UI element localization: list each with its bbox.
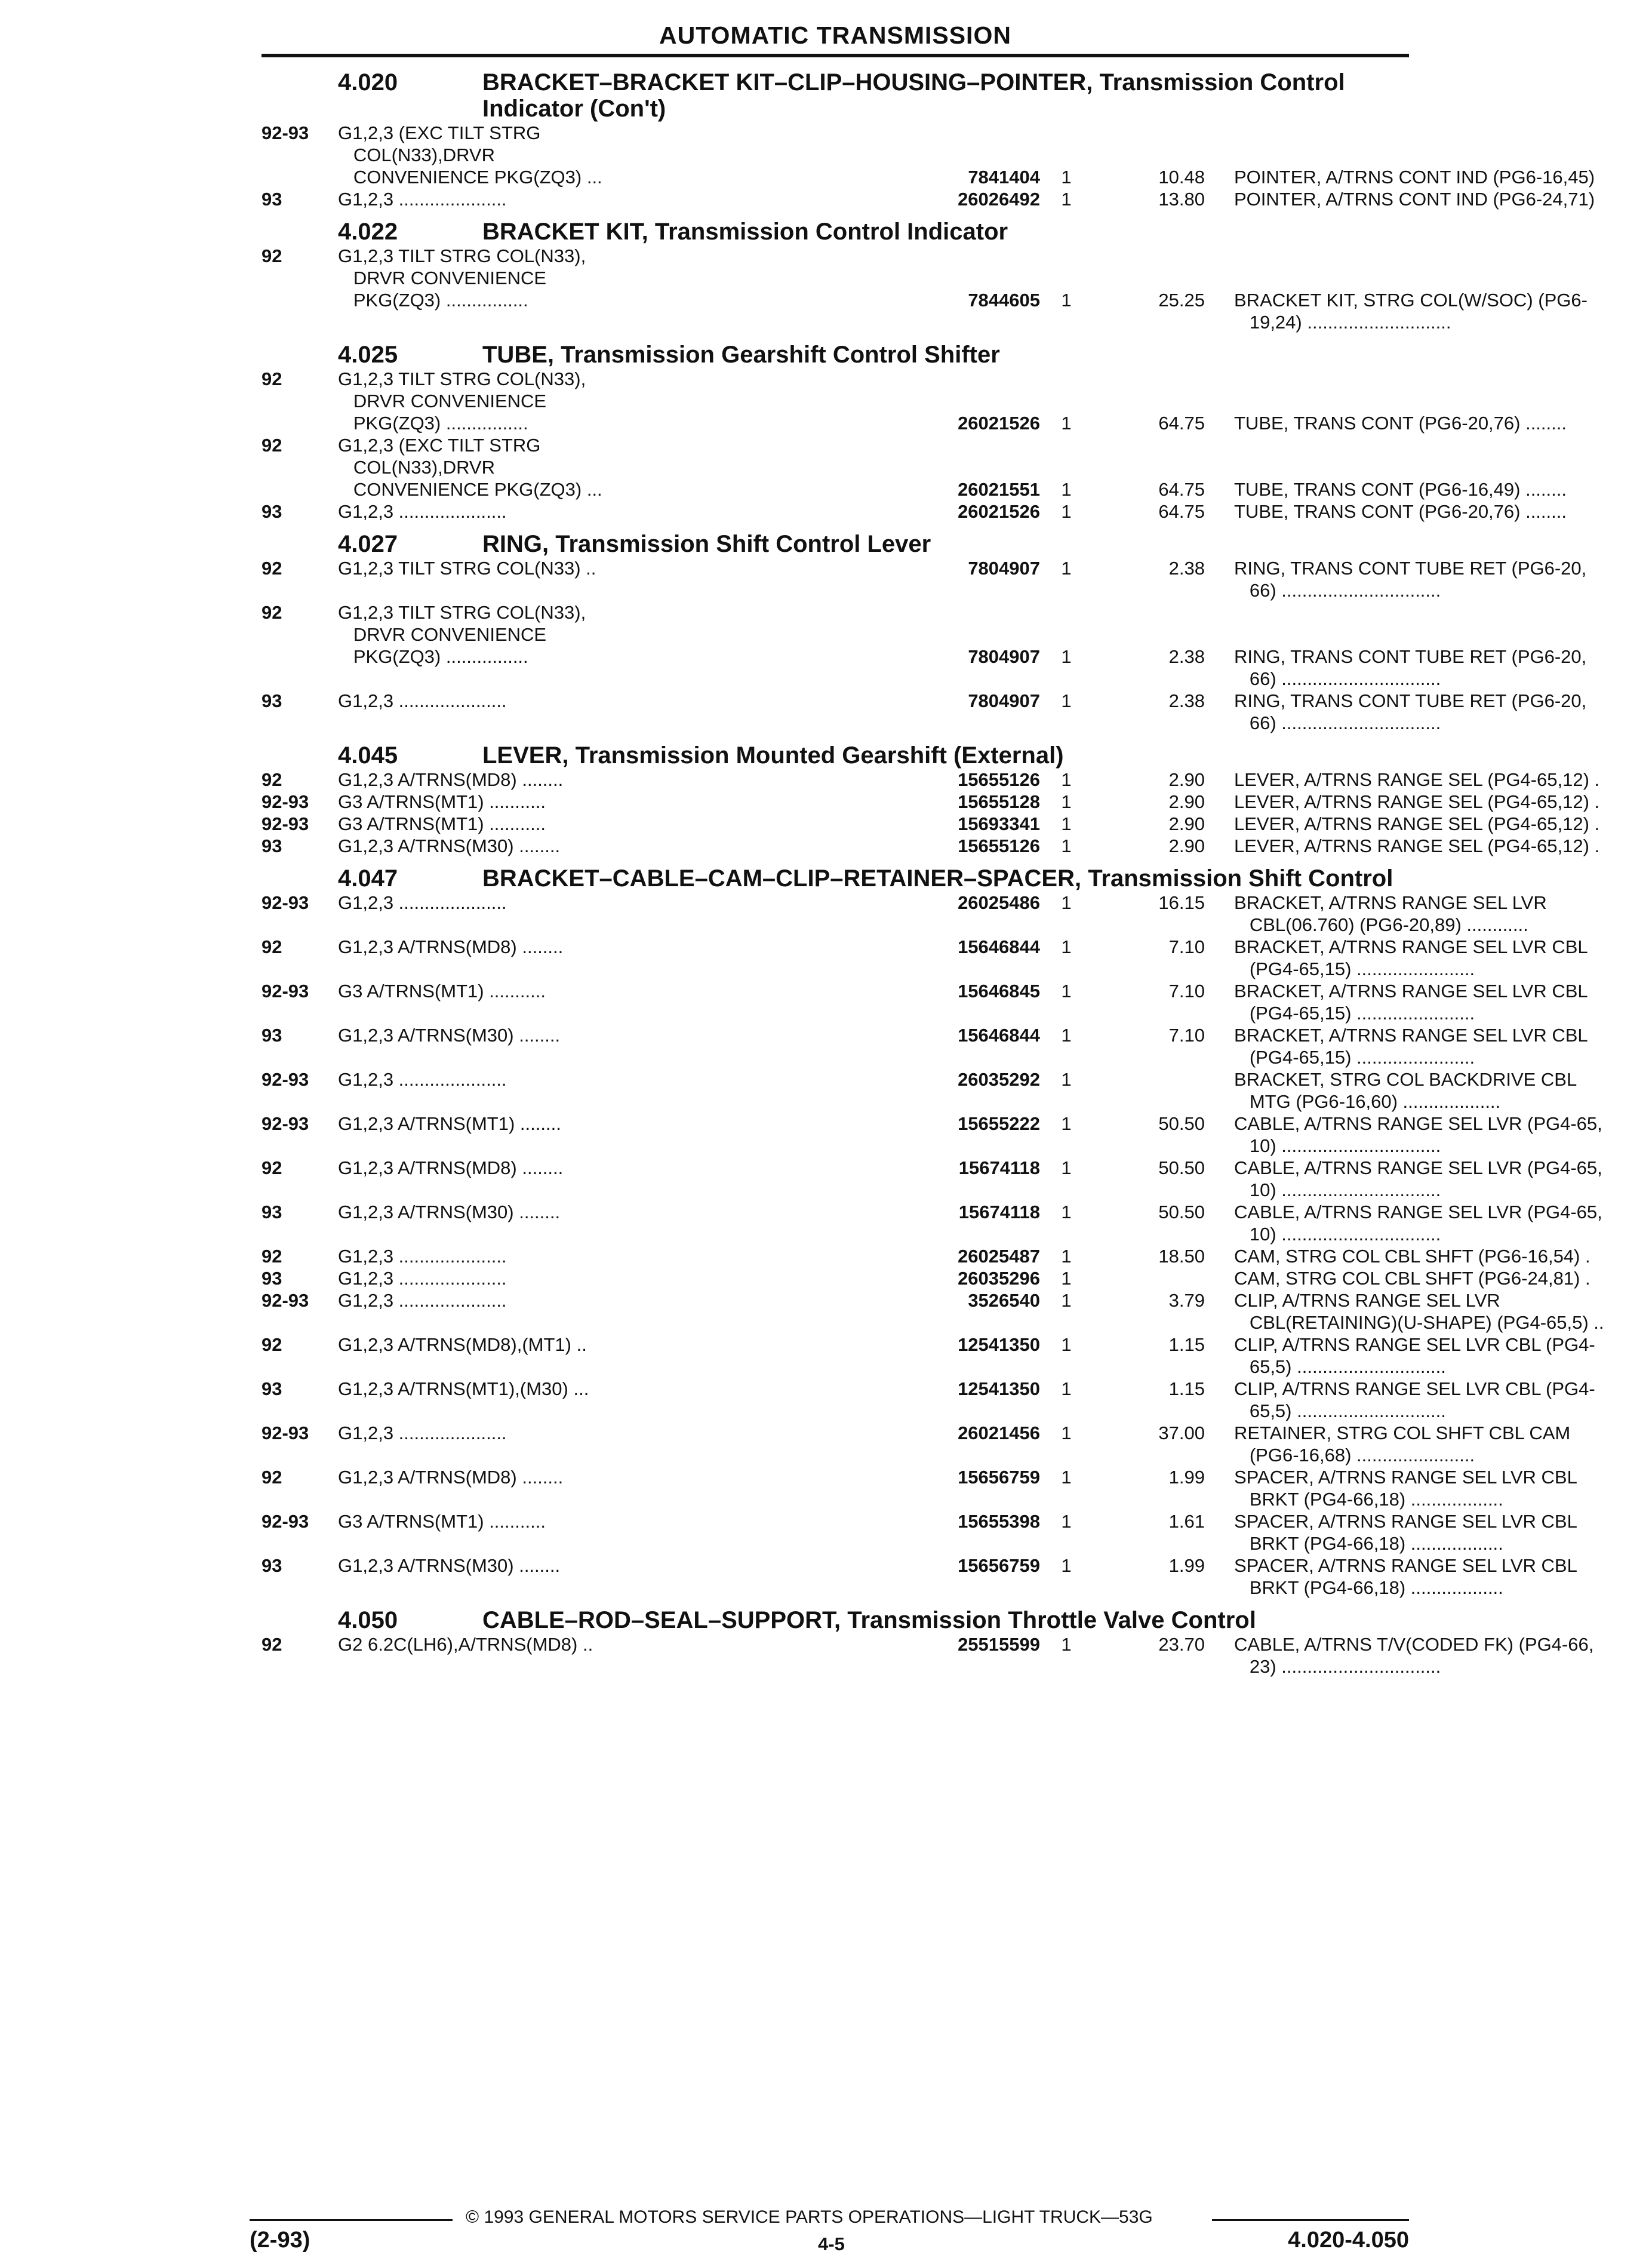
section-title: BRACKET–CABLE–CAM–CLIP–RETAINER–SPACER, Transmission Shift Control	[482, 865, 1393, 892]
description: BRACKET, A/TRNS RANGE SEL LVR CBL (PG4-65,15) .......................	[1234, 1025, 1588, 1068]
application: G1,2,3 A/TRNS(MD8),(MT1) ..	[338, 1334, 587, 1355]
quantity: 1	[1061, 189, 1072, 210]
section-header	[262, 742, 1409, 769]
price: 50.50	[1158, 1113, 1205, 1134]
quantity: 1	[1061, 646, 1072, 667]
quantity: 1	[1061, 936, 1072, 957]
part-number: 15655128	[958, 791, 1040, 812]
description: CAM, STRG COL CBL SHFT (PG6-24,81) .	[1234, 1268, 1591, 1289]
part-number: 26021456	[958, 1423, 1040, 1443]
price: 7.10	[1168, 981, 1205, 1001]
description: POINTER, A/TRNS CONT IND (PG6-24,71)	[1234, 189, 1595, 210]
section-title: TUBE, Transmission Gearshift Control Shifter	[482, 342, 1000, 368]
price: 2.38	[1168, 558, 1205, 579]
description: POINTER, A/TRNS CONT IND (PG6-16,45)	[1234, 167, 1595, 188]
price: 16.15	[1158, 892, 1205, 913]
part-number: 12541350	[958, 1378, 1040, 1399]
part-number: 7841404	[968, 167, 1040, 188]
application: G1,2,3 A/TRNS(M30) ........	[338, 1202, 561, 1222]
model-year: 92-93	[262, 1069, 309, 1090]
model-year: 92-93	[262, 1290, 309, 1311]
price: 1.61	[1168, 1511, 1205, 1532]
model-year: 92	[262, 368, 282, 389]
part-row	[262, 936, 1588, 980]
part-number: 26021526	[958, 501, 1040, 522]
quantity: 1	[1061, 690, 1072, 711]
part-row	[262, 188, 1595, 210]
quantity: 1	[1061, 1157, 1072, 1178]
description: RING, TRANS CONT TUBE RET (PG6-20, 66) ...............................	[1234, 690, 1587, 733]
part-number: 7844605	[968, 290, 1040, 311]
part-number: 26025486	[958, 892, 1040, 913]
quantity: 1	[1061, 1555, 1072, 1576]
section-header	[262, 865, 1409, 892]
section-title: BRACKET–BRACKET KIT–CLIP–HOUSING–POINTER, Transmission Control Indicator (Con't)	[482, 69, 1345, 122]
application: G3 A/TRNS(MT1) ...........	[338, 791, 546, 812]
quantity: 1	[1061, 1378, 1072, 1399]
description: BRACKET, A/TRNS RANGE SEL LVR CBL (PG4-65,15) .......................	[1234, 981, 1588, 1024]
quantity: 1	[1061, 501, 1072, 522]
model-year: 92	[262, 1467, 282, 1488]
price: 50.50	[1158, 1202, 1205, 1222]
application: G1,2,3 A/TRNS(M30) ........	[338, 1555, 561, 1576]
part-row	[262, 245, 1588, 333]
part-row	[262, 1113, 1602, 1157]
model-year: 92-93	[262, 1113, 309, 1134]
description: CABLE, A/TRNS RANGE SEL LVR (PG4-65, 10) ...............................	[1234, 1113, 1602, 1156]
price: 1.99	[1168, 1555, 1205, 1576]
application: G3 A/TRNS(MT1) ...........	[338, 981, 546, 1001]
price: 50.50	[1158, 1157, 1205, 1178]
price: 7.10	[1168, 936, 1205, 957]
section-number: 4.050	[338, 1607, 398, 1633]
model-year: 92	[262, 1634, 282, 1655]
description: CLIP, A/TRNS RANGE SEL LVR CBL(RETAINING)(U-SHAPE) (PG4-65,5) ..	[1234, 1290, 1604, 1333]
part-row	[262, 1201, 1602, 1245]
part-number: 7804907	[968, 690, 1040, 711]
quantity: 1	[1061, 413, 1072, 434]
price: 1.15	[1168, 1378, 1205, 1399]
application: G1,2,3 .....................	[338, 501, 507, 522]
model-year: 93	[262, 835, 282, 856]
description: RETAINER, STRG COL SHFT CBL CAM (PG6-16,68) .......................	[1234, 1423, 1571, 1466]
application: G1,2,3 A/TRNS(MT1) ........	[338, 1113, 561, 1134]
quantity: 1	[1061, 1634, 1072, 1655]
section-header	[262, 1607, 1409, 1633]
part-number: 15655398	[958, 1511, 1040, 1532]
application: G2 6.2C(LH6),A/TRNS(MD8) ..	[338, 1634, 593, 1655]
description: SPACER, A/TRNS RANGE SEL LVR CBL BRKT (PG4-66,18) ..................	[1234, 1511, 1577, 1554]
section-title: LEVER, Transmission Mounted Gearshift (External)	[482, 742, 1064, 769]
application: G1,2,3 A/TRNS(MT1),(M30) ...	[338, 1378, 589, 1399]
application: G1,2,3 .....................	[338, 1246, 507, 1267]
quantity: 1	[1061, 479, 1072, 500]
part-number: 26021526	[958, 413, 1040, 434]
part-number: 15655126	[958, 835, 1040, 856]
description: LEVER, A/TRNS RANGE SEL (PG4-65,12) .	[1234, 835, 1600, 856]
application: G1,2,3 A/TRNS(MD8) ........	[338, 1157, 564, 1178]
quantity: 1	[1061, 1334, 1072, 1355]
part-row	[262, 1510, 1577, 1554]
part-number: 15693341	[958, 813, 1040, 834]
page-title: AUTOMATIC TRANSMISSION	[659, 21, 1011, 49]
quantity: 1	[1061, 290, 1072, 311]
quantity: 1	[1061, 558, 1072, 579]
description: TUBE, TRANS CONT (PG6-16,49) ........	[1234, 479, 1567, 500]
part-row	[262, 1267, 1591, 1289]
quantity: 1	[1061, 167, 1072, 188]
part-row	[262, 1466, 1577, 1510]
quantity: 1	[1061, 1025, 1072, 1046]
description: BRACKET, A/TRNS RANGE SEL LVR CBL (PG4-65,15) .......................	[1234, 936, 1588, 979]
application: G1,2,3 A/TRNS(MD8) ........	[338, 1467, 564, 1488]
model-year: 92	[262, 936, 282, 957]
quantity: 1	[1061, 1268, 1072, 1289]
price: 64.75	[1158, 413, 1205, 434]
section-number: 4.022	[338, 219, 398, 245]
section-number: 4.027	[338, 531, 398, 557]
part-row	[262, 1245, 1591, 1267]
model-year: 92-93	[262, 981, 309, 1001]
model-year: 93	[262, 1268, 282, 1289]
section-title: RING, Transmission Shift Control Lever	[482, 531, 931, 557]
section-number: 4.025	[338, 342, 398, 368]
model-year: 92	[262, 1246, 282, 1267]
price: 64.75	[1158, 479, 1205, 500]
model-year: 92-93	[262, 122, 309, 143]
application: G3 A/TRNS(MT1) ...........	[338, 813, 546, 834]
quantity: 1	[1061, 1113, 1072, 1134]
application: G1,2,3 A/TRNS(MD8) ........	[338, 936, 564, 957]
section-number: 4.047	[338, 865, 398, 892]
section-header	[262, 69, 1409, 122]
description: CABLE, A/TRNS T/V(CODED FK) (PG4-66, 23) ...............................	[1234, 1634, 1594, 1677]
price: 13.80	[1158, 189, 1205, 210]
model-year: 92	[262, 245, 282, 266]
model-year: 92	[262, 435, 282, 456]
description: SPACER, A/TRNS RANGE SEL LVR CBL BRKT (PG4-66,18) ..................	[1234, 1555, 1577, 1598]
model-year: 92-93	[262, 892, 309, 913]
price: 23.70	[1158, 1634, 1205, 1655]
price: 2.90	[1168, 791, 1205, 812]
application: G1,2,3 A/TRNS(MD8) ........	[338, 769, 564, 790]
price: 18.50	[1158, 1246, 1205, 1267]
price: 2.38	[1168, 690, 1205, 711]
quantity: 1	[1061, 981, 1072, 1001]
application: G1,2,3 TILT STRG COL(N33), DRVR CONVENIENCE PKG(ZQ3) ................	[338, 368, 586, 434]
model-year: 93	[262, 1555, 282, 1576]
model-year: 93	[262, 1378, 282, 1399]
part-row	[262, 1422, 1571, 1466]
quantity: 1	[1061, 813, 1072, 834]
price: 37.00	[1158, 1423, 1205, 1443]
part-number: 15646844	[958, 936, 1040, 957]
application: G1,2,3 .....................	[338, 1423, 507, 1443]
part-row	[262, 835, 1600, 857]
part-number: 15674118	[958, 1202, 1040, 1222]
application: G1,2,3 .....................	[338, 1069, 507, 1090]
footer-rule-left	[250, 2219, 453, 2221]
price: 2.90	[1168, 835, 1205, 856]
part-row	[262, 980, 1588, 1024]
application: G1,2,3 TILT STRG COL(N33), DRVR CONVENIENCE PKG(ZQ3) ................	[338, 245, 586, 311]
description: LEVER, A/TRNS RANGE SEL (PG4-65,12) .	[1234, 813, 1600, 834]
quantity: 1	[1061, 1069, 1072, 1090]
description: CAM, STRG COL CBL SHFT (PG6-16,54) .	[1234, 1246, 1591, 1267]
model-year: 92	[262, 769, 282, 790]
description: LEVER, A/TRNS RANGE SEL (PG4-65,12) .	[1234, 791, 1600, 812]
quantity: 1	[1061, 1246, 1072, 1267]
description: TUBE, TRANS CONT (PG6-20,76) ........	[1234, 413, 1567, 434]
model-year: 93	[262, 501, 282, 522]
description: CLIP, A/TRNS RANGE SEL LVR CBL (PG4- 65,5) .............................	[1234, 1378, 1595, 1421]
application: G1,2,3 .....................	[338, 892, 507, 913]
price: 3.79	[1168, 1290, 1205, 1311]
part-number: 26035292	[958, 1069, 1040, 1090]
part-number: 15656759	[958, 1467, 1040, 1488]
model-year: 92-93	[262, 791, 309, 812]
section-title: CABLE–ROD–SEAL–SUPPORT, Transmission Throttle Valve Control	[482, 1607, 1256, 1633]
part-row	[262, 1334, 1595, 1378]
application: G1,2,3 TILT STRG COL(N33) ..	[338, 558, 596, 579]
part-number: 26025487	[958, 1246, 1040, 1267]
part-row	[262, 434, 1567, 500]
application: G1,2,3 (EXC TILT STRG COL(N33),DRVR CONVENIENCE PKG(ZQ3) ...	[338, 122, 602, 188]
part-row	[262, 791, 1600, 813]
application: G1,2,3 A/TRNS(M30) ........	[338, 835, 561, 856]
price: 1.15	[1168, 1334, 1205, 1355]
section-number: 4.020	[338, 69, 398, 96]
model-year: 92-93	[262, 1423, 309, 1443]
part-row	[262, 1633, 1594, 1678]
footer-date: (2-93)	[250, 2228, 310, 2253]
description: CLIP, A/TRNS RANGE SEL LVR CBL (PG4- 65,5) .............................	[1234, 1334, 1595, 1377]
footer-section-range: 4.020-4.050	[1288, 2228, 1409, 2253]
description: TUBE, TRANS CONT (PG6-20,76) ........	[1234, 501, 1567, 522]
model-year: 92	[262, 602, 282, 623]
description: RING, TRANS CONT TUBE RET (PG6-20, 66) ...............................	[1234, 646, 1587, 689]
model-year: 93	[262, 1202, 282, 1222]
footer-rule-right	[1212, 2219, 1409, 2221]
part-row	[262, 1024, 1588, 1068]
description: RING, TRANS CONT TUBE RET (PG6-20, 66) ...............................	[1234, 558, 1587, 601]
quantity: 1	[1061, 1290, 1072, 1311]
description: BRACKET, STRG COL BACKDRIVE CBL MTG (PG6-16,60) ...................	[1234, 1069, 1577, 1112]
quantity: 1	[1061, 769, 1072, 790]
section-header	[262, 531, 1409, 557]
description: BRACKET, A/TRNS RANGE SEL LVR CBL(06.760) (PG6-20,89) ............	[1234, 892, 1547, 935]
description: CABLE, A/TRNS RANGE SEL LVR (PG4-65, 10) ...............................	[1234, 1157, 1602, 1200]
application: G3 A/TRNS(MT1) ...........	[338, 1511, 546, 1532]
part-row	[262, 500, 1567, 523]
price: 10.48	[1158, 167, 1205, 188]
part-row	[262, 1378, 1595, 1422]
part-row	[262, 1157, 1602, 1201]
part-row	[262, 1554, 1577, 1599]
section-number: 4.045	[338, 742, 398, 769]
quantity: 1	[1061, 1467, 1072, 1488]
description: LEVER, A/TRNS RANGE SEL (PG4-65,12) .	[1234, 769, 1600, 790]
model-year: 92	[262, 558, 282, 579]
part-number: 15646845	[958, 981, 1040, 1001]
part-row	[262, 892, 1547, 936]
section-header	[262, 342, 1409, 368]
price: 7.10	[1168, 1025, 1205, 1046]
part-row	[262, 122, 1595, 188]
part-number: 26035296	[958, 1268, 1040, 1289]
model-year: 92	[262, 1334, 282, 1355]
part-row	[262, 769, 1600, 791]
quantity: 1	[1061, 835, 1072, 856]
part-number: 15674118	[958, 1157, 1040, 1178]
model-year: 93	[262, 690, 282, 711]
model-year: 92	[262, 1157, 282, 1178]
part-number: 3526540	[968, 1290, 1040, 1311]
part-number: 15656759	[958, 1555, 1040, 1576]
application: G1,2,3 TILT STRG COL(N33), DRVR CONVENIENCE PKG(ZQ3) ................	[338, 602, 586, 667]
part-number: 15655222	[958, 1113, 1040, 1134]
price: 25.25	[1158, 290, 1205, 311]
application: G1,2,3 (EXC TILT STRG COL(N33),DRVR CONVENIENCE PKG(ZQ3) ...	[338, 435, 602, 500]
section-header	[262, 219, 1409, 245]
part-row	[262, 1289, 1604, 1334]
part-number: 15655126	[958, 769, 1040, 790]
application: G1,2,3 .....................	[338, 1268, 507, 1289]
part-number: 7804907	[968, 558, 1040, 579]
part-row	[262, 557, 1587, 601]
footer-page-number: 4-5	[818, 2234, 845, 2254]
application: G1,2,3 .....................	[338, 690, 507, 711]
section-title: BRACKET KIT, Transmission Control Indicator	[482, 219, 1008, 245]
quantity: 1	[1061, 791, 1072, 812]
part-number: 15646844	[958, 1025, 1040, 1046]
model-year: 92-93	[262, 1511, 309, 1532]
price: 2.90	[1168, 769, 1205, 790]
price: 1.99	[1168, 1467, 1205, 1488]
application: G1,2,3 .....................	[338, 189, 507, 210]
part-row	[262, 601, 1587, 690]
part-number: 7804907	[968, 646, 1040, 667]
price: 2.90	[1168, 813, 1205, 834]
price: 64.75	[1158, 501, 1205, 522]
application: G1,2,3 A/TRNS(M30) ........	[338, 1025, 561, 1046]
header-rule	[262, 54, 1409, 57]
model-year: 92-93	[262, 813, 309, 834]
price: 2.38	[1168, 646, 1205, 667]
parts-catalog	[262, 61, 1604, 1678]
application: G1,2,3 .....................	[338, 1290, 507, 1311]
quantity: 1	[1061, 1202, 1072, 1222]
description: CABLE, A/TRNS RANGE SEL LVR (PG4-65, 10) ...............................	[1234, 1202, 1602, 1245]
quantity: 1	[1061, 1511, 1072, 1532]
part-row	[262, 1068, 1577, 1113]
part-row	[262, 368, 1567, 434]
model-year: 93	[262, 189, 282, 210]
footer-copyright: © 1993 GENERAL MOTORS SERVICE PARTS OPERATIONS—LIGHT TRUCK—53G	[466, 2207, 1153, 2227]
quantity: 1	[1061, 1423, 1072, 1443]
part-number: 26021551	[958, 479, 1040, 500]
description: SPACER, A/TRNS RANGE SEL LVR CBL BRKT (PG4-66,18) ..................	[1234, 1467, 1577, 1510]
part-row	[262, 690, 1587, 734]
part-number: 12541350	[958, 1334, 1040, 1355]
description: BRACKET KIT, STRG COL(W/SOC) (PG6- 19,24) ............................	[1234, 290, 1588, 333]
part-row	[262, 813, 1600, 835]
quantity: 1	[1061, 892, 1072, 913]
model-year: 93	[262, 1025, 282, 1046]
part-number: 26026492	[958, 189, 1040, 210]
part-number: 25515599	[958, 1634, 1040, 1655]
